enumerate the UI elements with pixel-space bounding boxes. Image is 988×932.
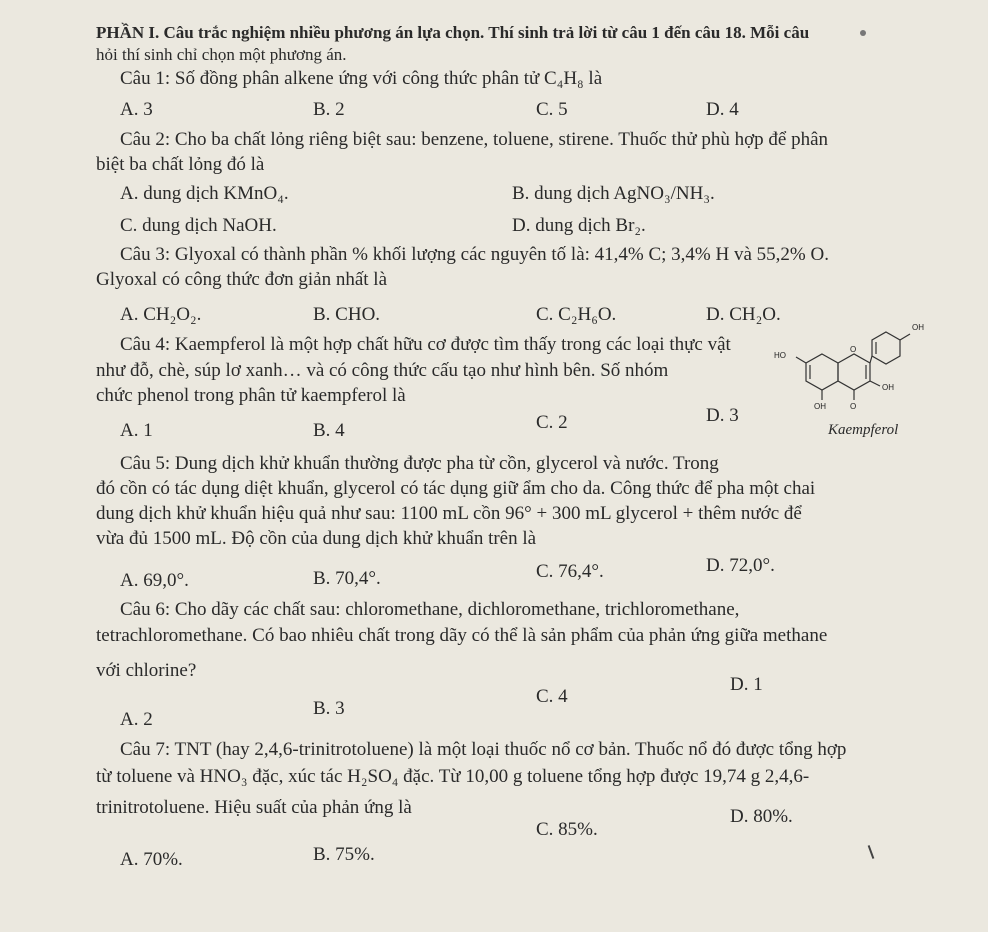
q3-option-c: C. C₂H₆O.	[536, 304, 617, 325]
ink-dot	[860, 30, 866, 36]
q5-option-d: D. 72,0°.	[706, 555, 775, 576]
q6-option-a: A. 2	[120, 709, 153, 730]
q5-option-b: B. 70,4°.	[313, 568, 381, 589]
question-5-stem-cont3: vừa đủ 1500 mL. Độ cồn của dung dịch khử khuẩn trên là	[96, 528, 537, 549]
section-heading: PHẦN I. Câu trắc nghiệm nhiều phương án lựa chọn. Thí sinh trả lời từ câu 1 đến câu 18. Mỗi câu	[96, 23, 810, 42]
q3-option-b: B. CHO.	[313, 304, 381, 325]
section-heading-cont: hỏi thí sinh chỉ chọn một phương án.	[96, 45, 347, 64]
q7-option-c: C. 85%.	[536, 819, 598, 840]
q1-option-c: C. 5	[536, 99, 568, 120]
q4-option-d: D. 3	[706, 405, 739, 426]
question-4-stem: Câu 4: Kaempferol là một hợp chất hữu cơ được tìm thấy trong các loại thực vật	[120, 334, 731, 355]
kaempferol-structure-drawing	[760, 312, 930, 430]
question-6-stem: Câu 6: Cho dãy các chất sau: chloromethane, dichloromethane, trichloromethane,	[120, 599, 740, 620]
q1-option-a: A. 3	[120, 99, 153, 120]
q6-option-d: D. 1	[730, 674, 763, 695]
question-4-stem-cont: như đỗ, chè, súp lơ xanh… và có công thức cấu tạo như hình bên. Số nhóm	[96, 360, 669, 381]
ring-oxygen-label: O	[850, 345, 857, 354]
q4-option-b: B. 4	[313, 420, 345, 441]
hydroxyl-label-a: HO	[774, 351, 786, 360]
kaempferol-structure-figure	[760, 312, 930, 452]
carbonyl-oxygen-label: O	[850, 402, 857, 411]
question-7-stem-cont2: trinitrotoluene. Hiệu suất của phản ứng là	[96, 797, 412, 818]
question-2-stem: Câu 2: Cho ba chất lỏng riêng biệt sau: benzene, toluene, stirene. Thuốc thử phù hợp để phân	[120, 129, 829, 150]
hydroxyl-label-b: OH	[912, 323, 924, 332]
q3-option-d: D. CH₂O.	[706, 304, 781, 325]
hydroxyl-label-5: OH	[814, 402, 826, 411]
question-6-stem-cont2: với chlorine?	[96, 660, 197, 681]
question-7-stem-cont: từ toluene và HNO₃ đặc, xúc tác H₂SO₄ đặc. Từ 10,00 g toluene tổng hợp được 19,74 g 2,4,6-	[96, 766, 810, 787]
q2-option-a: A. dung dịch KMnO₄.	[120, 183, 289, 204]
q5-option-c: C. 76,4°.	[536, 561, 604, 582]
q2-option-c: C. dung dịch NaOH.	[120, 215, 277, 236]
q4-option-a: A. 1	[120, 420, 153, 441]
question-4-stem-cont2: chức phenol trong phân tử kaempferol là	[96, 385, 406, 406]
question-2-stem-cont: biệt ba chất lỏng đó là	[96, 154, 265, 175]
pen-mark	[868, 845, 875, 859]
q2-option-b: B. dung dịch AgNO₃/NH₃.	[512, 183, 715, 204]
question-3-stem-cont: Glyoxal có công thức đơn giản nhất là	[96, 269, 388, 290]
question-5-stem-cont2: dung dịch khử khuẩn hiệu quả như sau: 1100 mL cồn 96° + 300 mL glycerol + thêm nước để	[96, 503, 802, 524]
q4-option-c: C. 2	[536, 412, 568, 433]
q1-option-b: B. 2	[313, 99, 345, 120]
q7-option-b: B. 75%.	[313, 844, 375, 865]
figure-caption: Kaempferol	[828, 422, 899, 438]
question-5-stem-cont: đó cồn có tác dụng diệt khuẩn, glycerol có tác dụng giữ ẩm cho da. Công thức để pha một chai	[96, 478, 816, 499]
q5-option-a: A. 69,0°.	[120, 570, 189, 591]
hydroxyl-label-c: OH	[882, 383, 894, 392]
question-1-stem: Câu 1: Số đồng phân alkene ứng với công thức phân tử C₄H₈ là	[120, 68, 603, 89]
question-5-stem: Câu 5: Dung dịch khử khuẩn thường được pha từ cồn, glycerol và nước. Trong	[120, 453, 719, 474]
q7-option-d: D. 80%.	[730, 806, 793, 827]
q6-option-c: C. 4	[536, 686, 568, 707]
question-6-stem-cont: tetrachloromethane. Có bao nhiêu chất trong dãy có thể là sản phẩm của phản ứng giữa methane	[96, 625, 828, 646]
question-3-stem: Câu 3: Glyoxal có thành phần % khối lượng các nguyên tố là: 41,4% C; 3,4% H và 55,2% O.	[120, 244, 829, 265]
q2-option-d: D. dung dịch Br₂.	[512, 215, 646, 236]
q3-option-a: A. CH₂O₂.	[120, 304, 202, 325]
question-7-stem: Câu 7: TNT (hay 2,4,6-trinitrotoluene) là một loại thuốc nổ cơ bản. Thuốc nổ đó được tổng hợp	[120, 739, 847, 760]
q1-option-d: D. 4	[706, 99, 739, 120]
q7-option-a: A. 70%.	[120, 849, 183, 870]
q6-option-b: B. 3	[313, 698, 345, 719]
